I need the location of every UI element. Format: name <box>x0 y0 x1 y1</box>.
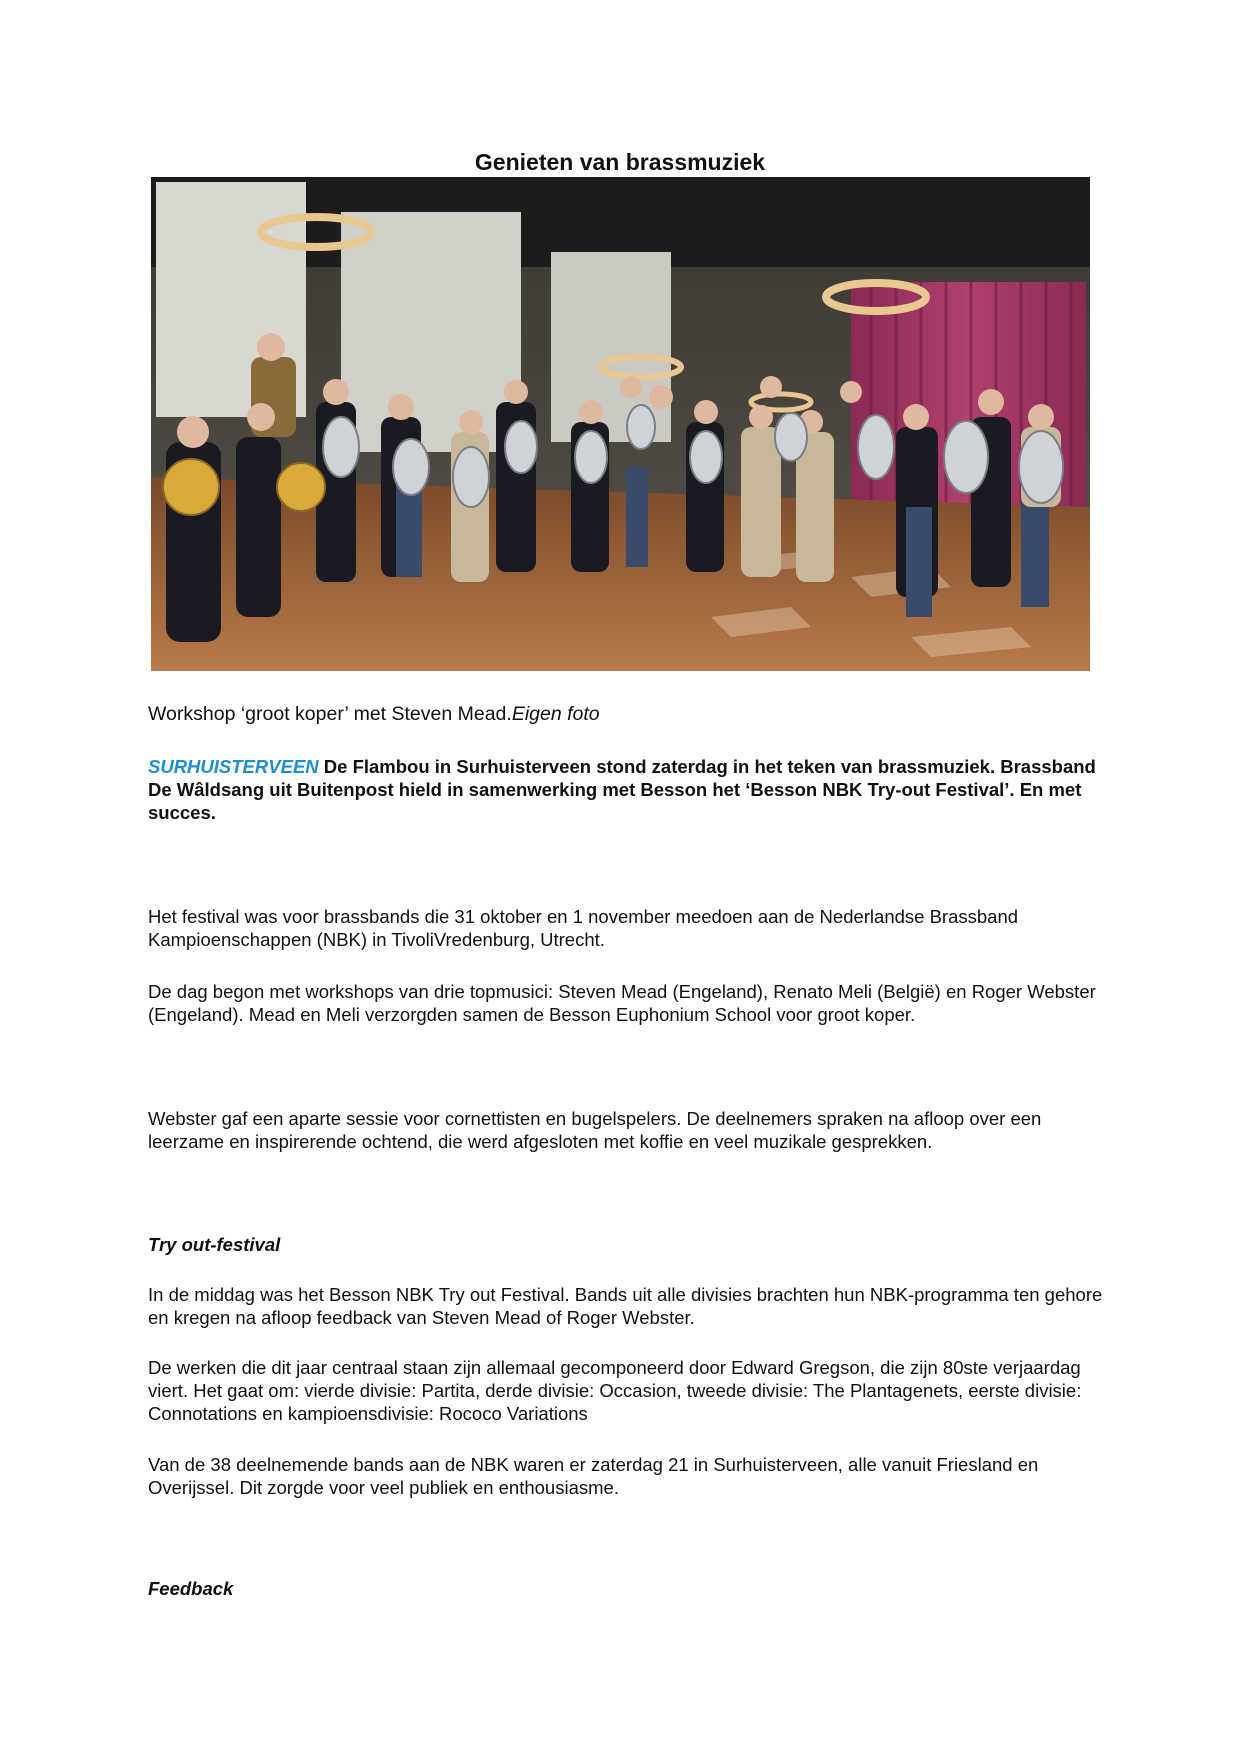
lead-text: De Flambou in Surhuisterveen stond zaterdag in het teken van brassmuziek. Brassband De Wâldsang uit Buitenpost hield in samenwerking met Besson het ‘Besson NBK Try-out Festival’. En met succes. <box>148 756 1096 823</box>
window <box>341 212 521 452</box>
dateline: SURHUISTERVEEN <box>148 756 319 777</box>
section-heading-feedback: Feedback <box>148 1578 234 1599</box>
photo-caption <box>148 702 600 726</box>
caption-text: Workshop ‘groot koper’ met Steven Mead. <box>148 703 512 725</box>
body-paragraph: Het festival was voor brassbands die 31 oktober en 1 november meedoen aan de Nederlandse Brassband Kampioenschappen (NBK) in TivoliVredenburg, Utrecht. <box>148 906 1019 950</box>
article-photo <box>151 177 1090 671</box>
article-title: Genieten van brassmuziek <box>474 149 766 175</box>
photo-credit: Eigen foto <box>511 703 600 725</box>
group-photo-illustration <box>151 177 1090 671</box>
body-paragraph: Van de 38 deelnemende bands aan de NBK waren er zaterdag 21 in Surhuisterveen, alle vanuit Friesland en Overijssel. Dit zorgde voor veel publiek en enthousiasme. <box>148 1454 1039 1498</box>
article-lead <box>148 755 1108 824</box>
section-heading-tryout: Try out-festival <box>148 1234 281 1255</box>
body-paragraph: Webster gaf een aparte sessie voor cornettisten en bugelspelers. De deelnemers spraken na afloop over een leerzame en inspirerende ochtend, die werd afgesloten met koffie en veel muzikale gesprekken. <box>148 1108 1042 1152</box>
body-paragraph: De werken die dit jaar centraal staan zijn allemaal gecomponeerd door Edward Gregson, die zijn 80ste verjaardag viert. Het gaat om: vierde divisie: Partita, derde divisie: Occasion, tweede divisie: The Plantagenets, eerste divisie: Connotations en kampioensdivisie: Rococo Variations <box>148 1357 1082 1424</box>
body-paragraph: In de middag was het Besson NBK Try out Festival. Bands uit alle divisies brachten hun NBK-programma ten gehore en kregen na afloop feedback van Steven Mead of Roger Webster. <box>148 1284 1103 1328</box>
body-paragraph: De dag begon met workshops van drie topmusici: Steven Mead (Engeland), Renato Meli (België) en Roger Webster (Engeland). Mead en Meli verzorgden samen de Besson Euphonium School voor groot koper. <box>148 981 1096 1025</box>
